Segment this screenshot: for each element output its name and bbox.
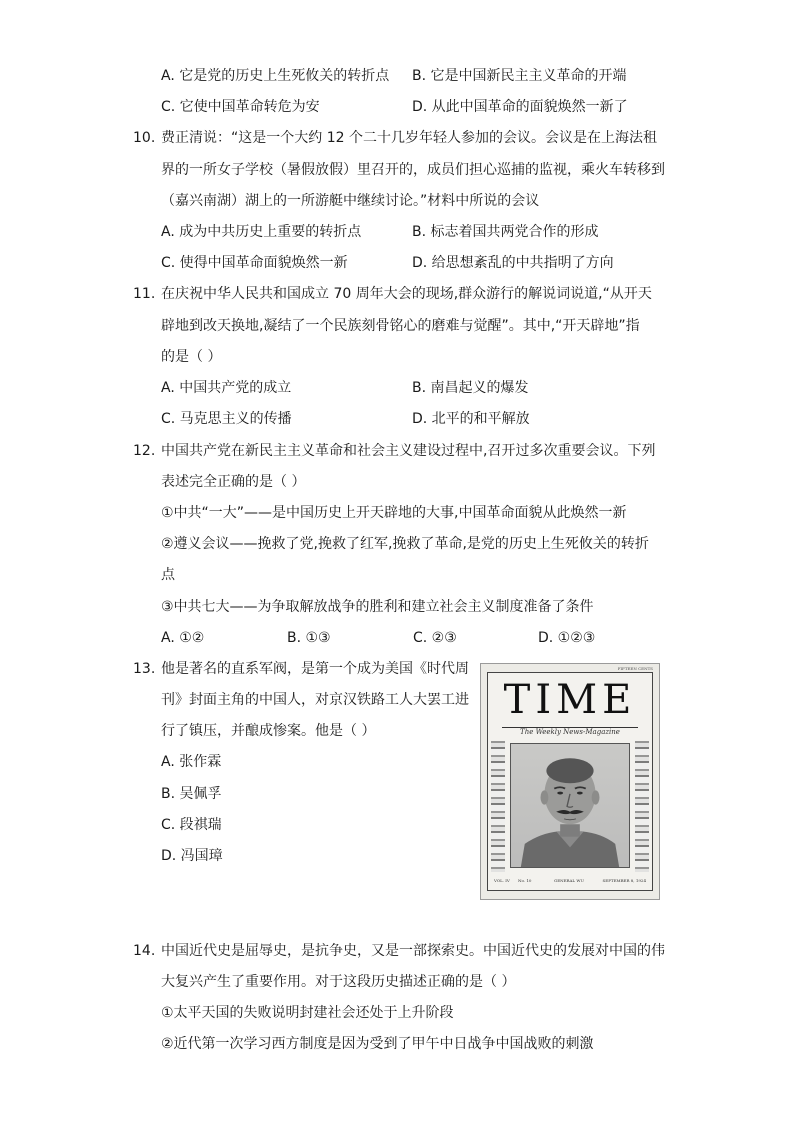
q13-stem-line-3: 行了镇压，并酿成惨案。他是（ ） [161, 723, 376, 739]
q13-option-a: A. 张作霖 [161, 754, 222, 770]
q10-stem-line-3: （嘉兴南湖）湖上的一所游艇中继续讨论。”材料中所说的会议 [161, 193, 540, 209]
q10-option-c: C. 使得中国革命面貌焕然一新 [161, 255, 348, 271]
q11-stem-line-3: 的是（ ） [161, 349, 222, 365]
q14-stem-line-2: 大复兴产生了重要作用。对于这段历史描述正确的是（ ） [161, 974, 516, 990]
cover-volume: VOL. IV [494, 878, 510, 883]
portrait-photo [510, 743, 630, 868]
q9-option-a: A. 它是党的历史上生死攸关的转折点 [161, 68, 390, 84]
q12-statement-3: ③中共七大——为争取解放战争的胜利和建立社会主义制度准备了条件 [161, 599, 594, 615]
q13-option-d: D. 冯国璋 [161, 848, 223, 864]
q10-number: 10. [133, 130, 156, 146]
q10-stem-line-2: 界的一所女子学校（暑假放假）里召开的，成员们担心巡捕的监视，乘火车转移到 [161, 162, 665, 178]
q11-stem-line-2: 辟地到改天换地,凝结了一个民族刻骨铭心的磨难与觉醒”。其中,“开天辟地”指 [161, 318, 640, 334]
q12-stem-line-1: 中国共产党在新民主主义革命和社会主义建设过程中,召开过多次重要会议。下列 [161, 443, 656, 459]
q11-option-c: C. 马克思主义的传播 [161, 411, 292, 427]
q11-option-a: A. 中国共产党的成立 [161, 380, 292, 396]
q12-number: 12. [133, 443, 156, 459]
q14-statement-2: ②近代第一次学习西方制度是因为受到了甲午中日战争中国战败的刺激 [161, 1036, 594, 1052]
cover-frame [487, 672, 653, 891]
q10-stem-line-1: 费正清说：“这是一个大约 12 个二十几岁年轻人参加的会议。会议是在上海法租 [161, 130, 657, 146]
q12-option-d: D. ①②③ [538, 630, 596, 646]
q12-statement-2: ②遵义会议——挽救了党,挽救了红军,挽救了革命,是党的历史上生死攸关的转折 [161, 536, 649, 552]
q13-number: 13. [133, 661, 156, 677]
cover-issue: No. 10 [518, 878, 532, 883]
cover-caption: GENERAL WU [554, 878, 584, 883]
cover-ornament-left [491, 741, 505, 872]
q12-option-c: C. ②③ [413, 630, 457, 646]
q13-option-b: B. 吴佩孚 [161, 786, 222, 802]
portrait-figure [511, 744, 629, 867]
cover-price: FIFTEEN CENTS [617, 666, 653, 671]
time-magazine-cover-image [480, 663, 660, 900]
q11-number: 11. [133, 286, 156, 302]
q14-number: 14. [133, 943, 156, 959]
q10-option-d: D. 给思想紊乱的中共指明了方向 [412, 255, 614, 271]
cover-tagline: The Weekly News-Magazine [520, 728, 620, 736]
cover-footer [492, 874, 648, 888]
q13-stem-line-1: 他是著名的直系军阀，是第一个成为美国《时代周 [161, 661, 469, 677]
q14-statement-1: ①太平天国的失败说明封建社会还处于上升阶段 [161, 1005, 454, 1021]
q12-option-a: A. ①② [161, 630, 205, 646]
q12-option-b: B. ①③ [287, 630, 331, 646]
q10-option-b: B. 标志着国共两党合作的形成 [412, 224, 599, 240]
q9-option-b: B. 它是中国新民主主义革命的开端 [412, 68, 627, 84]
cover-masthead: TIME [502, 677, 638, 728]
q13-option-c: C. 段祺瑞 [161, 817, 222, 833]
q12-stem-line-2: 表述完全正确的是（ ） [161, 474, 306, 490]
q9-option-c: C. 它使中国革命转危为安 [161, 99, 320, 115]
q10-option-a: A. 成为中共历史上重要的转折点 [161, 224, 362, 240]
q11-stem-line-1: 在庆祝中华人民共和国成立 70 周年大会的现场,群众游行的解说词说道,“从开天 [161, 286, 652, 302]
q11-option-b: B. 南昌起义的爆发 [412, 380, 529, 396]
q9-option-d: D. 从此中国革命的面貌焕然一新了 [412, 99, 628, 115]
q11-option-d: D. 北平的和平解放 [412, 411, 530, 427]
q12-statement-1: ①中共“一大”——是中国历史上开天辟地的大事,中国革命面貌从此焕然一新 [161, 505, 627, 521]
q13-stem-line-2: 刊》封面主角的中国人，对京汉铁路工人大罢工进 [161, 692, 469, 708]
cover-ornament-right [635, 741, 649, 872]
q12-statement-2-cont: 点 [161, 567, 175, 583]
q14-stem-line-1: 中国近代史是屈辱史，是抗争史，又是一部探索史。中国近代史的发展对中国的伟 [161, 943, 665, 959]
cover-date: SEPTEMBER 8, 1924 [602, 878, 646, 883]
